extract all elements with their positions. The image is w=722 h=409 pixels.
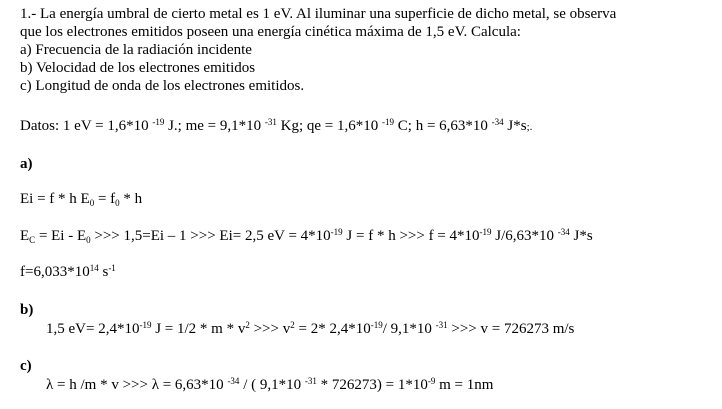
equation-exponent: 2 [245,320,250,330]
equation-exponent: -19 [370,320,383,330]
equation-text: * 726273) = 1*10 [316,377,428,393]
datos-text: Kg; qe = 1,6*10 [276,118,383,134]
equation-text: m = 1nm [435,377,494,393]
problem-part-b: b) Velocidad de los electrones emitidos [20,60,256,76]
equation-text: E [20,228,30,244]
datos-exponent: -31 [264,117,277,127]
equation-text: J*s [569,228,593,244]
equation-text: 1,5 eV= 2,4*10 [46,321,140,337]
equation-exponent: -9 [427,376,436,386]
equation-text: s [98,264,109,280]
datos-text: C; h = 6,63*10 [394,118,492,134]
equation-exponent: -34 [557,227,570,237]
datos-line [20,117,532,136]
section-a-heading: a) [20,156,33,172]
section-c-heading: c) [20,358,32,374]
datos-text: Datos: 1 eV = 1,6*10 [20,118,153,134]
section-a-equation-2 [20,227,593,245]
equation-exponent: -19 [139,320,152,330]
datos-exponent: -34 [491,117,504,127]
equation-text: * h [119,191,143,207]
datos-text: J.; me = 9,1*10 [164,118,265,134]
equation-text: = f [94,191,116,207]
datos-exponent: -19 [382,117,395,127]
section-b-heading: b) [20,302,34,318]
equation-exponent: -34 [227,376,240,386]
section-c-equation [46,376,493,394]
equation-text: J = 1/2 * m * v [151,321,246,337]
equation-subscript: 0 [89,198,95,208]
equation-text: / 9,1*10 [382,321,436,337]
problem-intro-line-1: 1.- La energía umbral de cierto metal es 1 eV. Al iluminar una superficie de dicho metal, se observa [20,6,617,22]
datos-tail: ;. [526,121,533,133]
equation-text: >>> v [249,321,291,337]
equation-exponent: -19 [479,227,492,237]
equation-subscript: C [29,235,36,245]
equation-text: >>> 1,5=Ei – 1 >>> Ei= 2,5 eV = 4*10 [90,228,331,244]
section-a-equation-1 [20,190,142,208]
equation-text: f=6,033*10 [20,264,90,280]
problem-intro-line-2: que los electrones emitidos poseen una energía cinética máxima de 1,5 eV. Calcula: [20,24,521,40]
equation-text: / ( 9,1*10 [239,377,305,393]
equation-text: J = f * h >>> f = 4*10 [342,228,480,244]
equation-exponent: -1 [108,263,116,273]
equation-subscript: 0 [86,235,91,245]
equation-exponent: -31 [304,376,317,386]
equation-text: Ei = f * h E [20,191,90,207]
datos-text: J*s [503,118,527,134]
equation-exponent: 14 [89,263,99,273]
datos-exponent: -19 [152,117,165,127]
equation-text: J/6,63*10 [491,228,558,244]
equation-text: = Ei - E [35,228,87,244]
equation-text: λ = h /m * v >>> λ = 6,63*10 [46,377,228,393]
equation-exponent: -19 [330,227,343,237]
equation-text: = 2* 2,4*10 [294,321,371,337]
equation-exponent: 2 [290,320,295,330]
equation-subscript: 0 [115,198,120,208]
problem-part-a: a) Frecuencia de la radiación incidente [20,42,252,58]
problem-part-c: c) Longitud de onda de los electrones emitidos. [20,78,305,94]
equation-exponent: -31 [435,320,448,330]
section-a-equation-3 [20,263,116,281]
section-b-equation [46,320,574,338]
equation-text: >>> v = 726273 m/s [447,321,575,337]
